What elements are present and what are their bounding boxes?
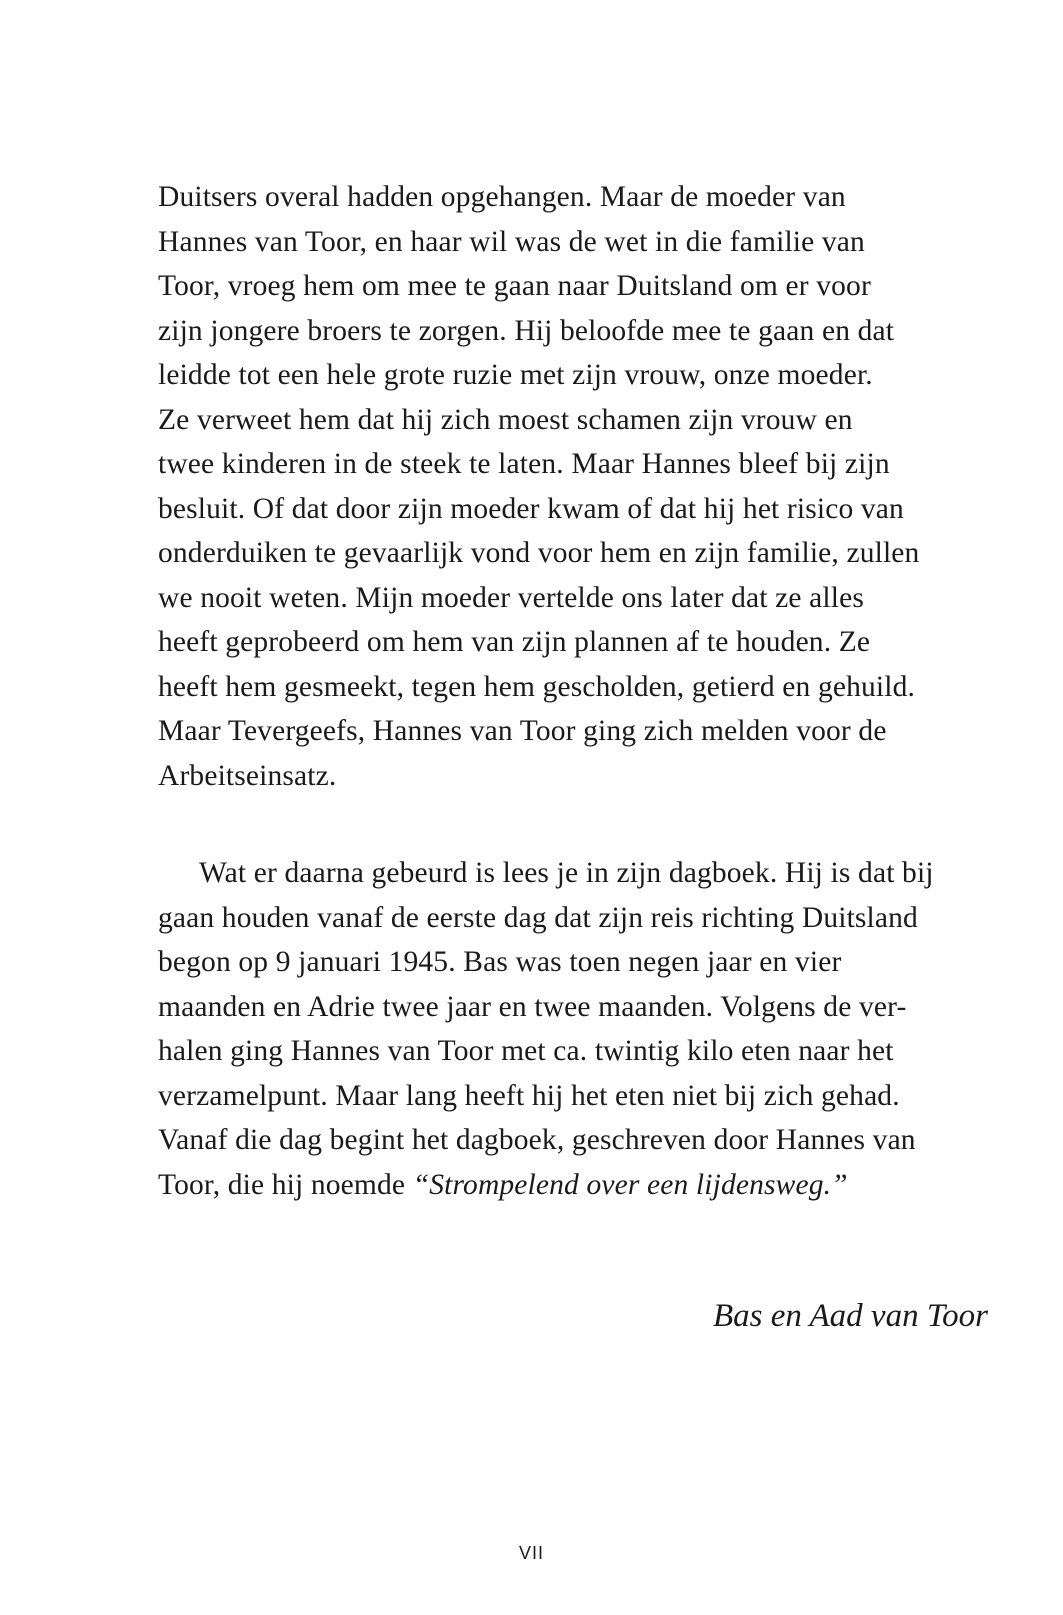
text-line: gaan houden vanaf de eerste dag dat zijn reis richting Duitsland [158, 901, 918, 934]
text-line: Hannes van Toor, en haar wil was de wet in die familie van [158, 225, 865, 258]
diary-title-quote: “Strompelend over een lijdensweg.” [412, 1168, 848, 1201]
text-line: Vanaf die dag begint het dagboek, geschreven door Hannes van [158, 1124, 916, 1156]
text-line: Duitsers overal hadden opgehangen. Maar de moeder van [158, 181, 846, 213]
text-line: Maar Tevergeefs, Hannes van Toor ging zich melden voor de [158, 715, 887, 747]
text-line: verzamelpunt. Maar lang heeft hij het eten niet bij zich gehad. [158, 1079, 900, 1112]
paragraph-1 [158, 175, 988, 798]
text-line: we nooit weten. Mijn moeder vertelde ons later dat ze alles [158, 581, 864, 614]
text-line: zijn jongere broers te zorgen. Hij beloofde mee te gaan en dat [158, 314, 895, 347]
text-line: Toor, vroeg hem om mee te gaan naar Duitsland om er voor [158, 270, 871, 302]
text-line: onderduiken te gevaarlijk vond voor hem en zijn familie, zullen [158, 537, 920, 569]
text-line: halen ging Hannes van Toor met ca. twintig kilo eten naar het [158, 1035, 894, 1067]
text-line: heeft geprobeerd om hem van zijn plannen af te houden. Ze [158, 626, 871, 658]
text-line: leidde tot een hele grote ruzie met zijn vrouw, onze moeder. [158, 359, 873, 391]
text-line: maanden en Adrie twee jaar en twee maanden. Volgens de ver- [158, 990, 907, 1023]
text-line: twee kinderen in de steek te laten. Maar Hannes bleef bij zijn [158, 448, 890, 480]
text-line: besluit. Of dat door zijn moeder kwam of dat hij het risico van [158, 492, 904, 525]
signature: Bas en Aad van Toor [712, 1298, 988, 1334]
text-line: Ze verweet hem dat hij zich moest schamen zijn vrouw en [158, 403, 853, 436]
text-line-last [158, 1163, 988, 1208]
text-line: heeft hem gesmeekt, tegen hem gescholden, getierd en gehuild. [158, 670, 916, 703]
text-line: Arbeitseinsatz. [158, 759, 337, 792]
text-line: begon op 9 januari 1945. Bas was toen negen jaar en vier [158, 946, 842, 978]
paragraph-2 [158, 851, 988, 1207]
page-number: VII [518, 1543, 544, 1563]
text-line-prefix: Toor, die hij noemde [158, 1168, 413, 1201]
text-line: Wat er daarna gebeurd is lees je in zijn dagboek. Hij is dat bij [199, 857, 934, 889]
